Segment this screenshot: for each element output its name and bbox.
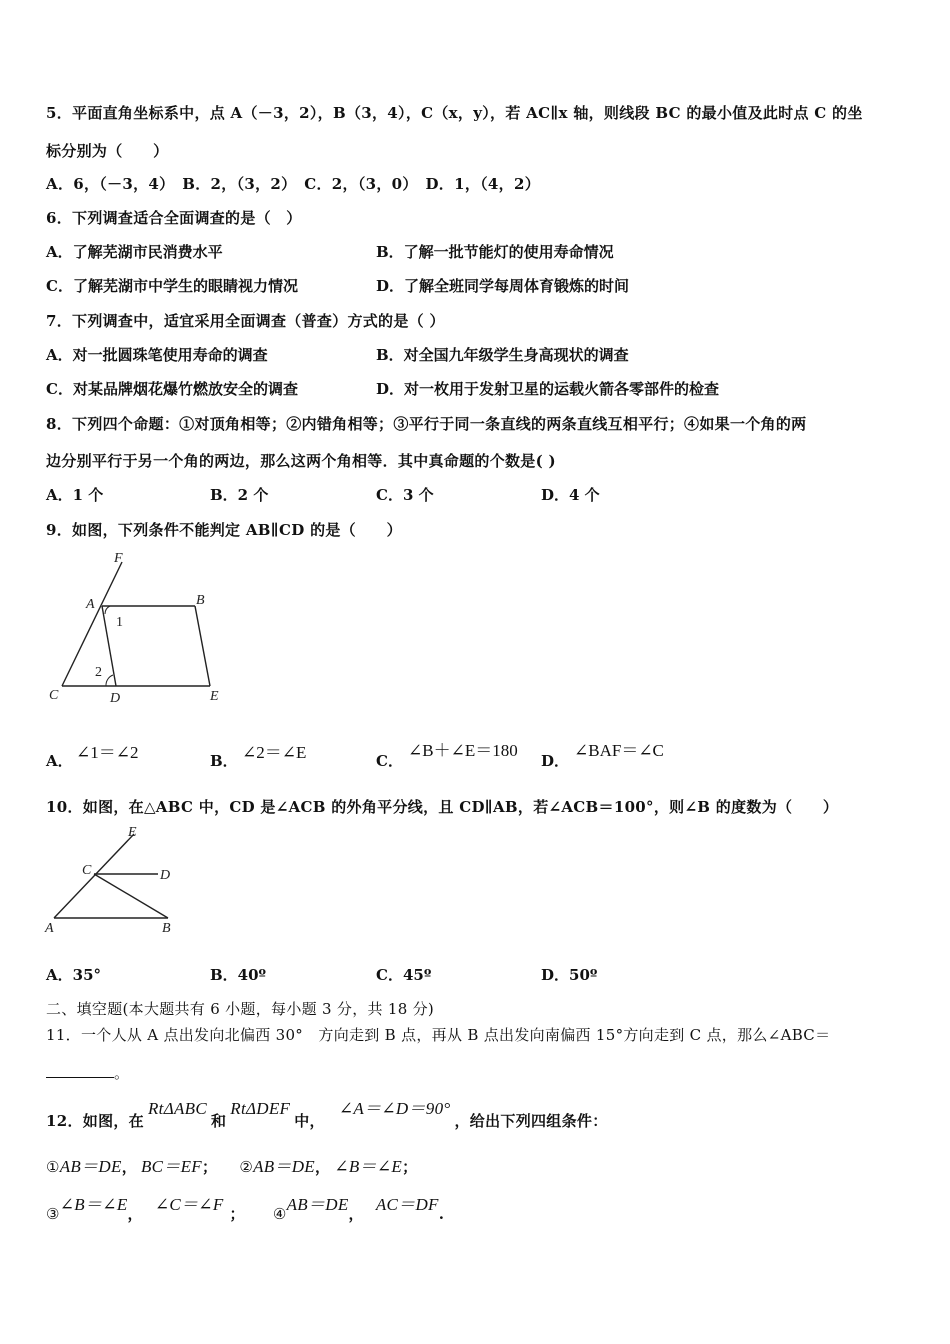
q9-option-a-label: A． bbox=[46, 752, 73, 770]
q7-stem: 7．下列调查中，适宜采用全面调查（普查）方式的是（ ） bbox=[46, 312, 445, 330]
q9-label-f: F bbox=[114, 551, 123, 566]
q10-option-d: D．50º bbox=[541, 966, 598, 984]
q6-option-d: D．了解全班同学每周体育锻炼的时间 bbox=[376, 277, 630, 295]
q9-line-be bbox=[195, 606, 210, 686]
q9-option-b-label: B． bbox=[210, 752, 238, 770]
q7-option-c: C．对某品牌烟花爆竹燃放安全的调查 bbox=[46, 380, 298, 398]
q12-cond4-number: ④ bbox=[272, 1205, 287, 1223]
q9-label-a: A bbox=[86, 597, 95, 612]
q9-option-c-expr: ∠B＋∠E＝180 bbox=[408, 741, 518, 760]
q5-stem-line1: 5．平面直角坐标系中，点 A（－3，2），B（3，4），C（x，y），若 AC∥x 轴，则线段 BC 的最小值及此时点 C 的坐 bbox=[46, 104, 863, 122]
q10-label-b: B bbox=[162, 921, 171, 936]
q10-option-b: B．40º bbox=[210, 966, 267, 984]
q10-label-c: C bbox=[82, 863, 92, 878]
q7-option-b: B．对全国九年级学生身高现状的调查 bbox=[376, 346, 629, 364]
q12-cond2-end: ； bbox=[402, 1158, 418, 1176]
q7-option-a: A．对一批圆珠笔使用寿命的调查 bbox=[46, 346, 268, 364]
q12-angle-cond: ∠A＝∠D＝90° bbox=[338, 1099, 451, 1118]
q10-option-c: C．45º bbox=[376, 966, 432, 984]
q12-cond4-sep: ， bbox=[348, 1205, 364, 1223]
q10-label-a: A bbox=[45, 921, 54, 936]
q12-cond1-sep: ， bbox=[121, 1158, 137, 1176]
q12-mid: 中， bbox=[294, 1112, 325, 1130]
q11-stem: 11．一个人从 A 点出发向北偏西 30° 方向走到 B 点，再从 B 点出发向南偏西 15°方向走到 C 点，那么∠ABC＝ bbox=[46, 1026, 831, 1044]
q12-and: 和 bbox=[210, 1112, 227, 1130]
q12-cond3-end: ； bbox=[229, 1205, 245, 1223]
q11-blank bbox=[46, 1063, 114, 1078]
q9-figure bbox=[40, 548, 240, 713]
q12-rt-abc: RtΔABC bbox=[147, 1099, 207, 1118]
q9-label-1: 1 bbox=[116, 615, 123, 630]
q9-label-b: B bbox=[196, 593, 205, 608]
q9-label-c: C bbox=[49, 688, 59, 703]
q10-label-e: E bbox=[128, 825, 137, 840]
q12-rt-def: RtΔDEF bbox=[230, 1099, 291, 1118]
q9-angle1-arc bbox=[105, 606, 110, 614]
q7-option-d: D．对一枚用于发射卫星的运载火箭各零部件的检查 bbox=[376, 380, 720, 398]
q8-stem-line1: 8．下列四个命题：①对顶角相等；②内错角相等；③平行于同一条直线的两条直线互相平行；④如果一个角的两 bbox=[46, 415, 807, 433]
q9-stem: 9．如图，下列条件不能判定 AB∥CD 的是（ ） bbox=[46, 521, 402, 539]
q10-option-a: A．35° bbox=[46, 966, 102, 984]
q9-option-b-expr: ∠2＝∠E bbox=[242, 743, 307, 762]
section2-title: 二、填空题(本大题共有 6 小题，每小题 3 分，共 18 分) bbox=[46, 1000, 435, 1018]
q6-option-a: A．了解芜湖市民消费水平 bbox=[46, 243, 223, 261]
q10-label-d: D bbox=[160, 868, 171, 883]
q12-stem bbox=[46, 1099, 608, 1131]
q10-line-cb bbox=[94, 874, 168, 918]
q9-option-d-label: D． bbox=[541, 752, 570, 770]
q8-stem-line2: 边分别平行于另一个角的两边，那么这两个角相等．其中真命题的个数是( ) bbox=[46, 452, 556, 470]
q12-suffix: ，给出下列四组条件： bbox=[454, 1112, 608, 1130]
q12-cond2-sep: ， bbox=[315, 1158, 331, 1176]
q12-cond2-number: ② bbox=[239, 1158, 254, 1176]
q12-cond3-number: ③ bbox=[46, 1205, 60, 1223]
q10-line-ae bbox=[54, 834, 134, 918]
q12-cond3-a: ∠B＝∠E bbox=[59, 1195, 128, 1214]
q8-option-d: D．4 个 bbox=[541, 486, 600, 504]
q11-answer-line bbox=[46, 1062, 129, 1083]
q9-label-2: 2 bbox=[95, 665, 102, 680]
q10-figure bbox=[40, 822, 200, 942]
q9-option-d-expr: ∠BAF＝∠C bbox=[574, 741, 664, 760]
q12-conditions-row1 bbox=[46, 1152, 417, 1177]
q9-angle2-arc bbox=[106, 675, 113, 686]
q12-cond3-b: ∠C＝∠F bbox=[154, 1195, 224, 1214]
q10-stem: 10．如图，在△ABC 中，CD 是∠ACB 的外角平分线，且 CD∥AB，若∠ACB＝100°，则∠B 的度数为（ ） bbox=[46, 798, 839, 816]
q12-cond3-sep: ， bbox=[127, 1205, 143, 1223]
q8-option-b: B．2 个 bbox=[210, 486, 269, 504]
q8-option-a: A．1 个 bbox=[46, 486, 104, 504]
q5-stem-line2: 标分别为（ ） bbox=[46, 142, 169, 160]
q12-cond1-end: ； bbox=[202, 1158, 218, 1176]
q12-cond4-b: AC＝DF bbox=[375, 1195, 439, 1214]
q12-cond2-b: ∠B＝∠E bbox=[334, 1157, 403, 1176]
q9-option-a-expr: ∠1＝∠2 bbox=[76, 743, 139, 762]
q9-line-ad bbox=[102, 606, 116, 686]
q11-end: 。 bbox=[114, 1064, 130, 1082]
q12-cond4-a: AB＝DE bbox=[286, 1195, 349, 1214]
q9-label-e: E bbox=[210, 689, 219, 704]
q6-option-b: B．了解一批节能灯的使用寿命情况 bbox=[376, 243, 614, 261]
q5-options: A．6，（－3，4） B．2，（3，2） C．2，（3，0） D．1，（4，2） bbox=[46, 175, 541, 193]
q9-option-c-label: C． bbox=[376, 752, 403, 770]
q12-cond1-b: BC＝EF bbox=[141, 1157, 202, 1176]
q12-cond1-number: ① bbox=[46, 1158, 60, 1176]
q12-cond1-a: AB＝DE bbox=[59, 1157, 122, 1176]
q12-prefix: 12．如图，在 bbox=[46, 1112, 144, 1130]
q6-stem: 6．下列调查适合全面调查的是（ ） bbox=[46, 209, 302, 227]
q8-option-c: C．3 个 bbox=[376, 486, 434, 504]
q12-conditions-row2 bbox=[46, 1190, 445, 1223]
q6-option-c: C．了解芜湖市中学生的眼睛视力情况 bbox=[46, 277, 298, 295]
q9-label-d: D bbox=[110, 691, 121, 706]
q12-cond4-end: . bbox=[438, 1205, 445, 1223]
q12-cond2-a: AB＝DE bbox=[253, 1157, 315, 1176]
